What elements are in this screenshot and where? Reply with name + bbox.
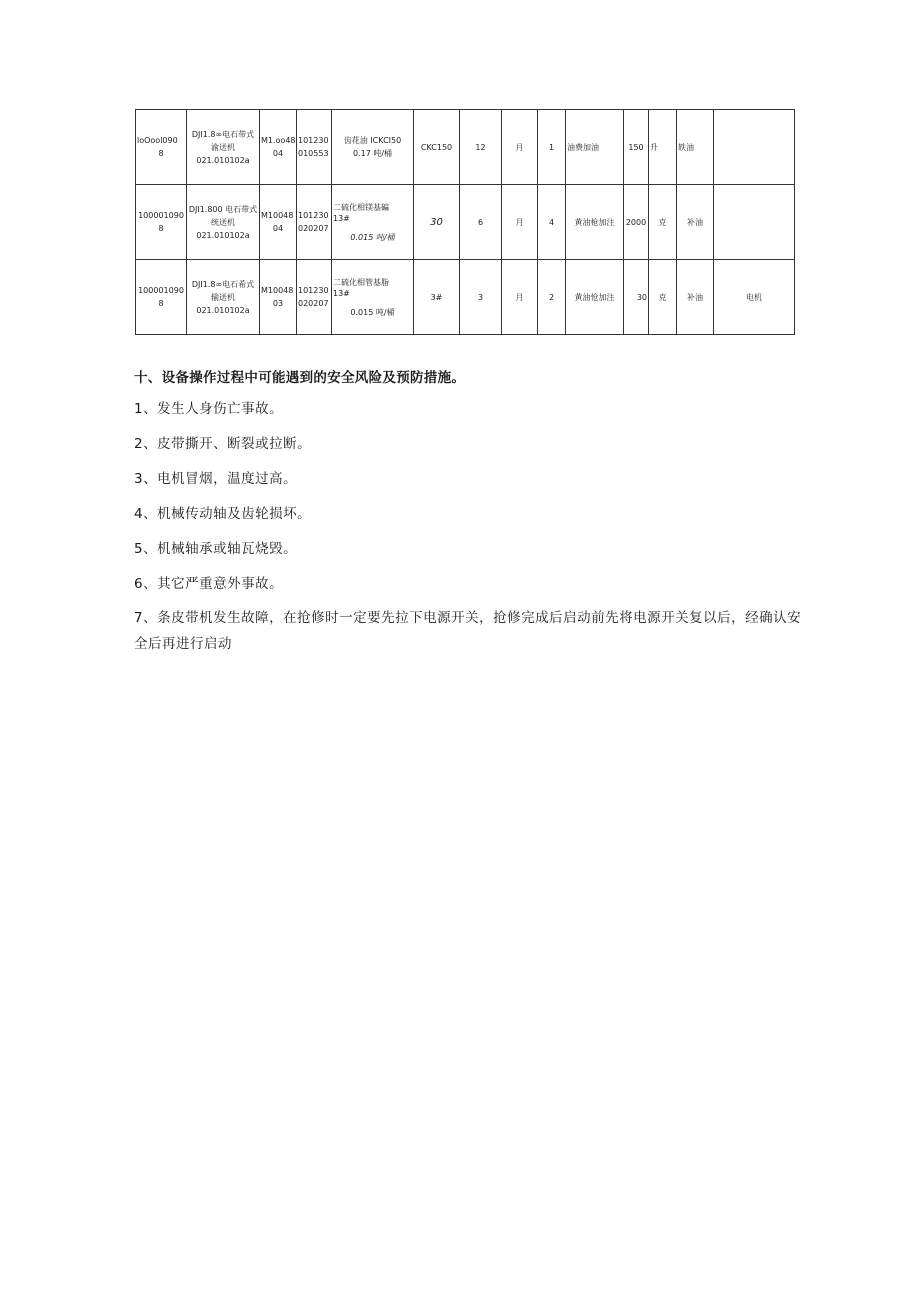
- amount-cell: 30: [624, 260, 649, 335]
- cycle-cell: 6: [460, 185, 502, 260]
- material-no-cell: 101230 020207: [297, 260, 332, 335]
- lubrication-table: [135, 109, 795, 335]
- equipment-name-cell: DJI1.800 电石带式 统送机 021.010102a: [187, 185, 260, 260]
- cycle-unit-cell: 月: [502, 185, 538, 260]
- amount-unit-cell: 克: [649, 185, 677, 260]
- risk-item: 3、电机冒烟，温度过高。: [134, 471, 298, 487]
- amount-unit-cell: 克: [649, 260, 677, 335]
- note-cell: 电机: [714, 260, 795, 335]
- count-cell: 1: [538, 110, 566, 185]
- table-row: [136, 110, 795, 185]
- table-row: [136, 260, 795, 335]
- count-cell: 2: [538, 260, 566, 335]
- table-row: [136, 185, 795, 260]
- equipment-code-cell: loOool090 8: [136, 110, 187, 185]
- lubricant-cell: 齿花油 ICKCI50 0.17 吨/桶: [332, 110, 414, 185]
- method-cell: 油费加油: [566, 110, 624, 185]
- model-cell: M10048 03: [260, 260, 297, 335]
- cycle-unit-cell: 月: [502, 260, 538, 335]
- grade-cell: 3#: [414, 260, 460, 335]
- risk-item: 4、机械传动轴及齿轮损坏。: [134, 506, 312, 522]
- lubricant-cell: 二硫化相镁基碥 13# 0.015 吨/桶: [332, 185, 414, 260]
- action-cell: 补油: [677, 260, 714, 335]
- risk-item: 5、机械轴承或轴瓦烧毁。: [134, 541, 298, 557]
- amount-unit-cell: 升: [649, 110, 677, 185]
- equipment-code-cell: 100001090 8: [136, 260, 187, 335]
- equipment-code-cell: 100001090 8: [136, 185, 187, 260]
- note-cell: [714, 110, 795, 185]
- lubricant-cell: 二硫化相管基脂 13# 0.015 吨/桶: [332, 260, 414, 335]
- cycle-unit-cell: 月: [502, 110, 538, 185]
- action-cell: 轶油: [677, 110, 714, 185]
- risk-item: 7、条皮带机发生故障，在抢修时一定要先拉下电源开关，抢修完成后启动前先将电源开关复以后，经确认安全后再进行启动: [134, 610, 802, 652]
- risk-item: 2、皮带撕开、断裂或拉断。: [134, 436, 312, 452]
- risk-item: 6、其它严重意外事故。: [134, 576, 284, 592]
- method-cell: 黄油怆加注: [566, 260, 624, 335]
- action-cell: 补油: [677, 185, 714, 260]
- model-cell: M10048 04: [260, 185, 297, 260]
- risk-item: 1、发生人身伤亡事故。: [134, 401, 284, 417]
- equipment-name-cell: DJI1.8∞电石希式 输送机 021.010102a: [187, 260, 260, 335]
- grade-cell: 30: [414, 185, 460, 260]
- cycle-cell: 3: [460, 260, 502, 335]
- model-cell: M1.oo48 04: [260, 110, 297, 185]
- cycle-cell: 12: [460, 110, 502, 185]
- equipment-name-cell: DJI1.8∞电石带式 渝送机 021.010102a: [187, 110, 260, 185]
- method-cell: 黄油枪加注: [566, 185, 624, 260]
- section-heading: 十、设备操作过程中可能遇到的安全风险及预防措施。: [134, 370, 466, 386]
- note-cell: [714, 185, 795, 260]
- material-no-cell: 101230 010553: [297, 110, 332, 185]
- grade-cell: CKC150: [414, 110, 460, 185]
- amount-cell: 150: [624, 110, 649, 185]
- count-cell: 4: [538, 185, 566, 260]
- amount-cell: 2000: [624, 185, 649, 260]
- material-no-cell: 101230 020207: [297, 185, 332, 260]
